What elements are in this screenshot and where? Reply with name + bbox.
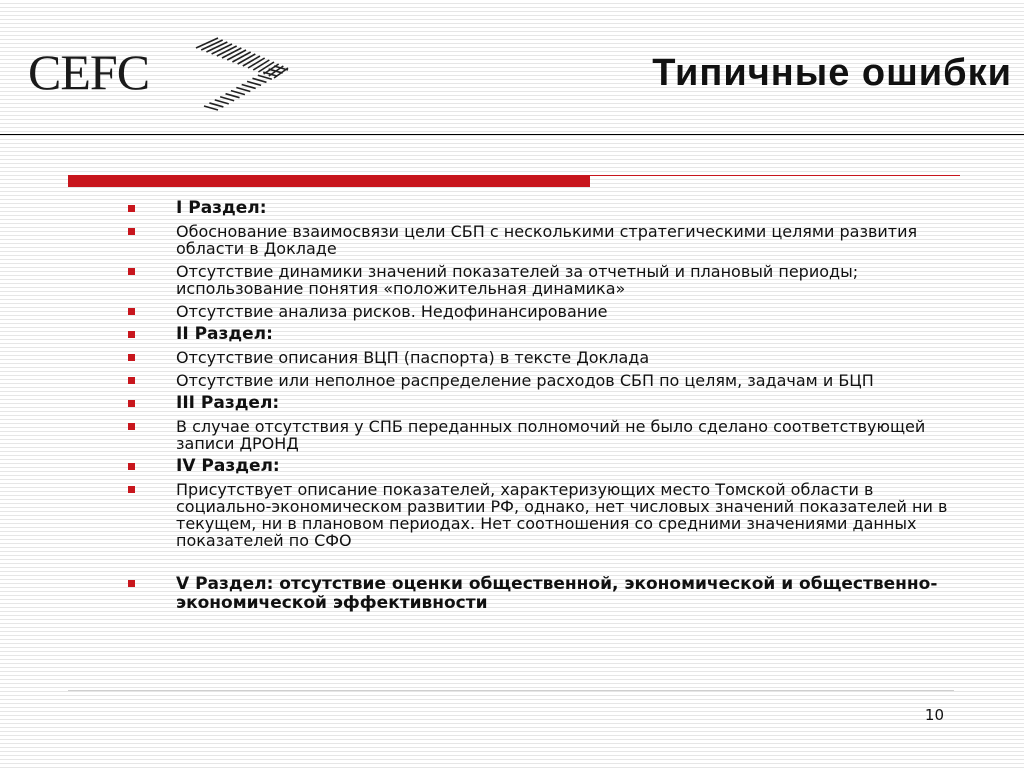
arrow-logo-icon bbox=[178, 28, 303, 116]
section-heading bbox=[128, 395, 958, 412]
section-heading bbox=[128, 326, 958, 343]
list-item-text: Отсутствие анализа рисков. Недофинансирование bbox=[176, 302, 608, 321]
square-bullet-icon bbox=[128, 580, 135, 587]
list-item-text: IV Раздел: bbox=[176, 456, 280, 476]
page-title: Типичные ошибки bbox=[652, 52, 1012, 94]
square-bullet-icon bbox=[128, 308, 135, 315]
list-item bbox=[128, 223, 958, 257]
list-item-text: I Раздел: bbox=[176, 198, 267, 218]
list-item bbox=[128, 481, 958, 549]
square-bullet-icon bbox=[128, 331, 135, 338]
page-number: 10 bbox=[924, 706, 944, 724]
square-bullet-icon bbox=[128, 486, 135, 493]
square-bullet-icon bbox=[128, 377, 135, 384]
square-bullet-icon bbox=[128, 463, 135, 470]
square-bullet-icon bbox=[128, 400, 135, 407]
list-item-text: Отсутствие описания ВЦП (паспорта) в тексте Доклада bbox=[176, 348, 650, 367]
list-item bbox=[128, 349, 958, 366]
list-item bbox=[128, 418, 958, 452]
list-item bbox=[128, 575, 958, 613]
list-item-text: II Раздел: bbox=[176, 324, 273, 344]
list-item-text: V Раздел: отсутствие оценки общественной, экономической и общественно-экономической эффективности bbox=[176, 574, 938, 613]
square-bullet-icon bbox=[128, 205, 135, 212]
list-item bbox=[128, 263, 958, 297]
section-heading bbox=[128, 200, 958, 217]
header-divider bbox=[0, 134, 1024, 135]
list-item-text: В случае отсутствия у СПБ переданных полномочий не было сделано соответствующей записи ДРОНД bbox=[176, 417, 926, 453]
list-item-text: Обоснование взаимосвязи цели СБП с несколькими стратегическими целями развития области в Докладе bbox=[176, 222, 918, 258]
square-bullet-icon bbox=[128, 423, 135, 430]
accent-line bbox=[590, 175, 960, 176]
section-heading bbox=[128, 458, 958, 475]
cefc-logo bbox=[28, 40, 278, 115]
list-item-text: Отсутствие динамики значений показателей за отчетный и плановый периоды; использование понятия «положительная динамика» bbox=[176, 262, 859, 298]
square-bullet-icon bbox=[128, 354, 135, 361]
square-bullet-icon bbox=[128, 268, 135, 275]
accent-bar bbox=[68, 175, 590, 187]
logo-text: CEFC bbox=[28, 44, 150, 100]
list-item bbox=[128, 372, 958, 389]
list-item bbox=[128, 303, 958, 320]
list-item-text: III Раздел: bbox=[176, 393, 280, 413]
footer-divider bbox=[68, 690, 954, 691]
list-item-text: Присутствует описание показателей, характеризующих место Томской области в социально-экономическом развитии РФ, однако, нет числовых значений показателей ни в текущем, ни в плановом периодах. Нет соотношения со средними значениями данных показателей по СФО bbox=[176, 480, 948, 550]
square-bullet-icon bbox=[128, 228, 135, 235]
list-item-text: Отсутствие или неполное распределение расходов СБП по целям, задачам и БЦП bbox=[176, 371, 874, 390]
bullet-list bbox=[128, 200, 958, 619]
